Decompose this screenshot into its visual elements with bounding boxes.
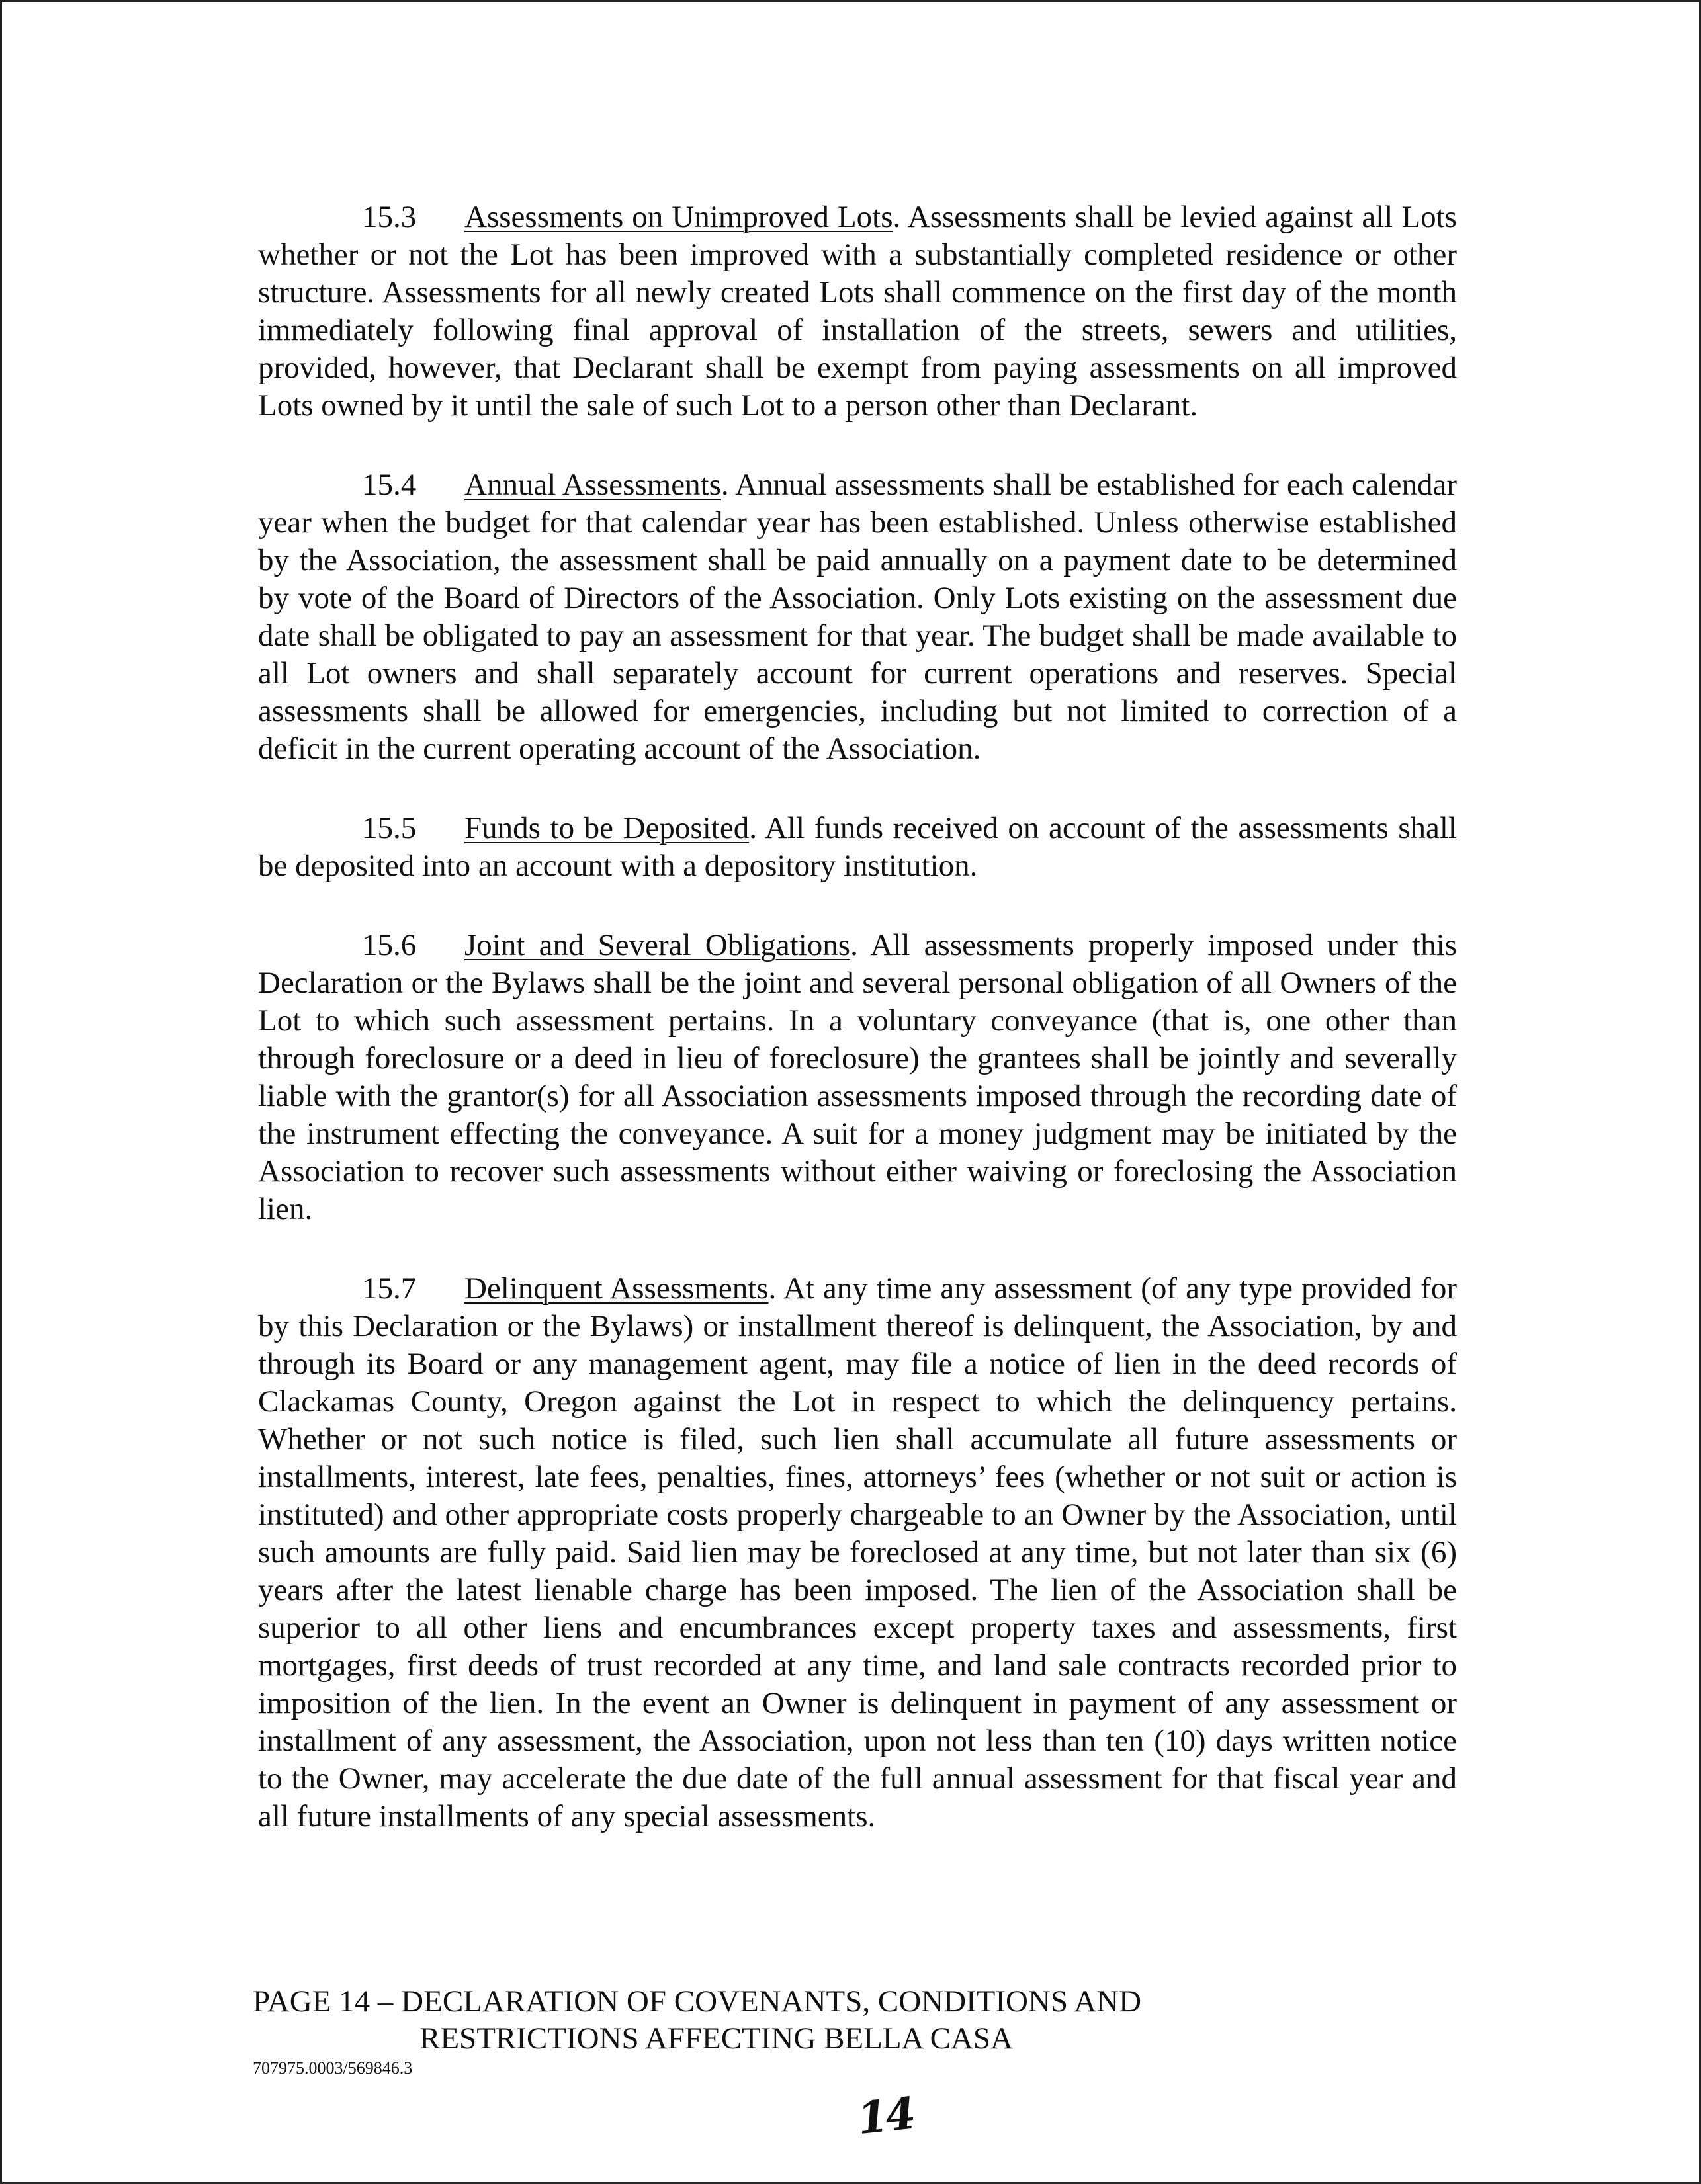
section-text: Assessments shall be levied against all Lots whether or not the Lot has been improved with a substantially completed residence or other structure. Assessments for all newly created Lots shall commence on the first day of the month immediately following final approval of installation of the streets, sewers and utilities, provided, however, that Declarant shall be exempt from paying assessments on all improved Lots owned by it until the sale of such Lot to a person other than Declarant. xyxy=(258,200,1457,423)
section-number: 15.3 xyxy=(362,200,417,234)
section-title: Assessments on Unimproved Lots xyxy=(464,200,893,234)
footer-title-line2: RESTRICTIONS AFFECTING BELLA CASA xyxy=(419,2021,1014,2056)
section-15-7: 15.7 Delinquent Assessments. At any time any assessment (of any type provided for by this Declaration or the Bylaws) or installment thereof is delinquent, the Association, by and through its Board or any management agent, may file a notice of lien in the deed records of Clackamas County, Oregon against the Lot in respect to which the delinquency pertains. Whether or not such notice is filed, such lien shall accumulate all future assessments or installments, interest, late fees, penalties, fines, attorneys’ fees (whether or not suit or action is instituted) and other appropriate costs properly chargeable to an Owner by the Association, until such amounts are fully paid. Said lien may be foreclosed at any time, but not later than six (6) years after the latest lienable charge has been imposed. The lien of the Association shall be superior to all other liens and encumbrances except property taxes and assessments, first mortgages, first deeds of trust recorded at any time, and land sale contracts recorded prior to imposition of the lien. In the event an Owner is delinquent in payment of any assessment or installment of any assessment, the Association, upon not less than ten (10) days written notice to the Owner, may accelerate the due date of the full annual assessment for that fiscal year and all future installments of any special assessments. xyxy=(258,1271,1457,1833)
section-text: Annual assessments shall be established for each calendar year when the budget for that calendar year has been established. Unless otherwise established by the Association, the assessment shall be paid annually on a payment date to be determined by vote of the Board of Directors of the Association. Only Lots existing on the assessment due date shall be obligated to pay an assessment for that year. The budget shall be made available to all Lot owners and shall separately account for current operations and reserves. Special assessments shall be allowed for emergencies, including but not limited to correction of a deficit in the current operating account of the Association. xyxy=(258,468,1457,766)
section-number: 15.5 xyxy=(362,811,417,845)
section-15-6: 15.6 Joint and Several Obligations. All assessments properly imposed under this Declaration or the Bylaws shall be the joint and several personal obligation of all Owners of the Lot to which such assessment pertains. In a voluntary conveyance (that is, one other than through foreclosure or a deed in lieu of foreclosure) the grantees shall be jointly and severally liable with the grantor(s) for all Association assessments imposed through the recording date of the instrument effecting the conveyance. A suit for a money judgment may be initiated by the Association to recover such assessments without either waiving or foreclosing the Association lien. xyxy=(258,928,1457,1226)
section-text: At any time any assessment (of any type provided for by this Declaration or the Bylaws) or installment thereof is delinquent, the Association, by and through its Board or any management agent, may file a notice of lien in the deed records of Clackamas County, Oregon against the Lot in respect to which the delinquency pertains. Whether or not such notice is filed, such lien shall accumulate all future assessments or installments, interest, late fees, penalties, fines, attorneys’ fees (whether or not suit or action is instituted) and other appropriate costs properly chargeable to an Owner by the Association, until such amounts are fully paid. Said lien may be foreclosed at any time, but not later than six (6) years after the latest lienable charge has been imposed. The lien of the Association shall be superior to all other liens and encumbrances except property taxes and assessments, first mortgages, first deeds of trust recorded at any time, and land sale contracts recorded prior to imposition of the lien. In the event an Owner is delinquent in payment of any assessment or installment of any assessment, the Association, upon not less than ten (10) days written notice to the Owner, may accelerate the due date of the full annual assessment for that fiscal year and all future installments of any special assessments. xyxy=(258,1271,1457,1833)
section-15-4: 15.4 Annual Assessments. Annual assessments shall be established for each calendar year when the budget for that calendar year has been established. Unless otherwise established by the Association, the assessment shall be paid annually on a payment date to be determined by vote of the Board of Directors of the Association. Only Lots existing on the assessment due date shall be obligated to pay an assessment for that year. The budget shall be made available to all Lot owners and shall separately account for current operations and reserves. Special assessments shall be allowed for emergencies, including but not limited to correction of a deficit in the current operating account of the Association. xyxy=(258,468,1457,766)
document-body xyxy=(258,198,1457,1877)
section-title: Joint and Several Obligations xyxy=(464,928,851,962)
section-text: All funds received on account of the assessments shall be deposited into an account with a depository institution. xyxy=(258,811,1457,883)
footer-title xyxy=(253,1983,1141,2057)
section-title: Funds to be Deposited xyxy=(464,811,750,845)
section-title: Annual Assessments xyxy=(464,468,721,502)
section-text: All assessments properly imposed under this Declaration or the Bylaws shall be the joint and several personal obligation of all Owners of the Lot to which such assessment pertains. In a voluntary conveyance (that is, one other than through foreclosure or a deed in lieu of foreclosure) the grantees shall be jointly and severally liable with the grantor(s) for all Association assessments imposed through the recording date of the instrument effecting the conveyance. A suit for a money judgment may be initiated by the Association to recover such assessments without either waiving or foreclosing the Association lien. xyxy=(258,928,1457,1226)
section-15-5: 15.5 Funds to be Deposited. All funds received on account of the assessments shall be deposited into an account with a depository institution. xyxy=(258,811,1457,883)
section-title: Delinquent Assessments xyxy=(464,1271,769,1306)
section-number: 15.4 xyxy=(362,468,417,502)
document-id: 707975.0003/569846.3 xyxy=(253,2058,413,2078)
handwritten-page-number: 14 xyxy=(855,2087,916,2145)
section-number: 15.6 xyxy=(362,928,417,962)
section-number: 15.7 xyxy=(362,1271,417,1306)
section-15-3: 15.3 Assessments on Unimproved Lots. Assessments shall be levied against all Lots whether or not the Lot has been improved with a substantially completed residence or other structure. Assessments for all newly created Lots shall commence on the first day of the month immediately following final approval of installation of the streets, sewers and utilities, provided, however, that Declarant shall be exempt from paying assessments on all improved Lots owned by it until the sale of such Lot to a person other than Declarant. xyxy=(258,200,1457,423)
footer-title-line1: PAGE 14 – DECLARATION OF COVENANTS, CONDITIONS AND xyxy=(253,1984,1142,2019)
